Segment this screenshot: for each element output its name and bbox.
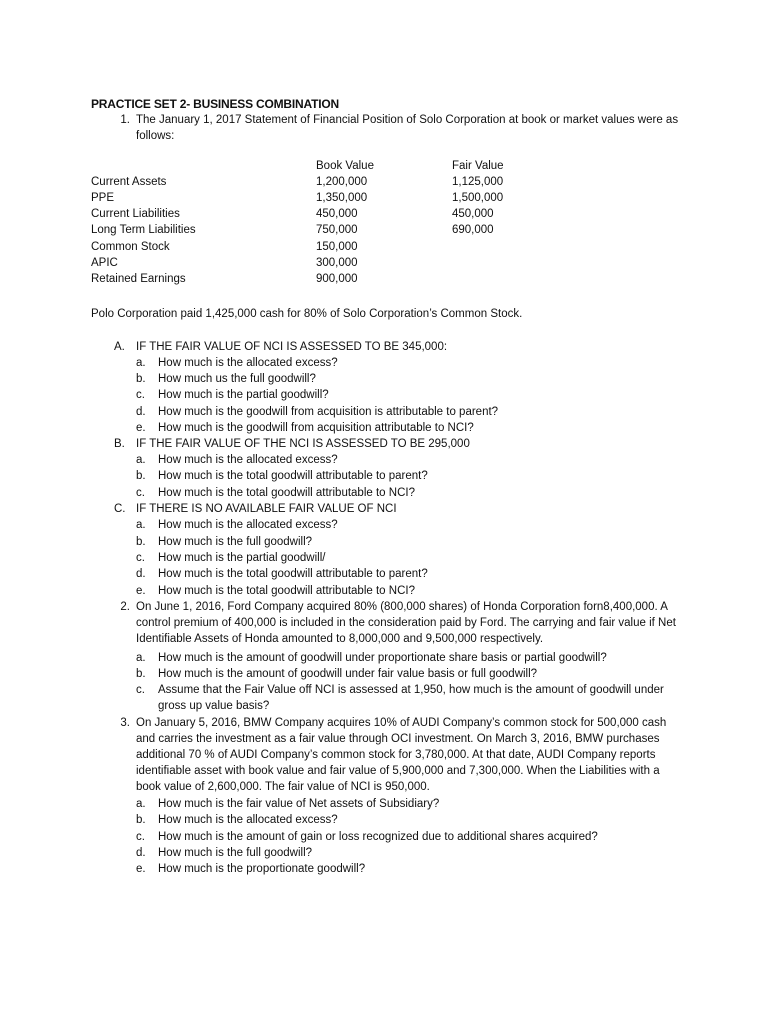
section-a-heading: IF THE FAIR VALUE OF NCI IS ASSESSED TO BE 345,000: [136,341,448,353]
list-item: How much is the total goodwill attributable to NCI? [158,585,415,597]
question-2-text: On June 1, 2016, Ford Company acquired 80% (800,000 shares) of Honda Corporation forn8,400,000. A control premium of 400,000 is included in the consideration paid by Ford. The carrying and fair value if Net Identifiable Assets of Honda amounted to 8,000,000 and 9,500,000 respectively. [136,601,676,645]
list-item-letter: a. [136,519,146,531]
row-book-value: 1,350,000 [316,192,368,204]
list-item: How much is the full goodwill? [158,536,313,548]
row-fair-value: 690,000 [452,224,494,236]
list-item-letter: d. [136,406,146,418]
list-item: How much is the goodwill from acquisition attributable to NCI? [158,422,474,434]
row-label: Current Liabilities [91,208,180,220]
list-item-letter: b. [136,814,146,826]
header-book-value: Book Value [316,160,374,172]
row-book-value: 450,000 [316,208,358,220]
list-item: How much is the allocated excess? [158,454,338,466]
list-item-letter: a. [136,454,146,466]
table-row [91,176,691,192]
row-label: APIC [91,257,118,269]
row-label: PPE [91,192,115,204]
list-item-letter: b. [136,373,146,385]
table-header-row [91,160,691,176]
section-c-heading: IF THERE IS NO AVAILABLE FAIR VALUE OF NCI [136,503,397,515]
table-row [91,224,691,240]
question-1-text: The January 1, 2017 Statement of Financial Position of Solo Corporation at book or market values were as follows: [136,114,679,142]
list-item: How much is the allocated excess? [158,519,338,531]
row-fair-value: 450,000 [452,208,494,220]
list-item: Assume that the Fair Value off NCI is assessed at 1,950, how much is the amount of goodwill under gross up value basis? [158,684,664,712]
list-item-letter: a. [136,798,146,810]
list-item: How much is the proportionate goodwill? [158,863,366,875]
list-item: How much is the amount of gain or loss recognized due to additional shares acquired? [158,831,598,843]
list-item-letter: e. [136,422,146,434]
row-label: Retained Earnings [91,273,186,285]
table-row [91,257,691,273]
list-item: How much is the amount of goodwill under fair value basis or full goodwill? [158,668,538,680]
list-item: How much is the partial goodwill? [158,389,329,401]
list-item: How much is the amount of goodwill under proportionate share basis or partial goodwill? [158,652,607,664]
list-item: How much is the allocated excess? [158,357,338,369]
row-book-value: 900,000 [316,273,358,285]
list-item-letter: e. [136,585,146,597]
list-item: How much is the total goodwill attributable to parent? [158,568,428,580]
list-item: How much is the partial goodwill/ [158,552,326,564]
question-3-number: 3. [120,717,130,729]
list-item: How much is the total goodwill attributable to NCI? [158,487,415,499]
question-3-text: On January 5, 2016, BMW Company acquires 10% of AUDI Company’s common stock for 500,000 cash and carries the investment as a fair value through OCI investment. On March 3, 2016, BMW purchases additional 70 % of AUDI Company’s common stock for 3,780,000. At that date, AUDI Company reports identifiable asset with book value and fair value of 5,900,000 and 7,300,000. When the Liabilities with a book value of 2,600,000. The fair value of NCI is 950,000. [136,717,667,793]
row-book-value: 750,000 [316,224,358,236]
question-2-number: 2. [120,601,130,613]
list-item-letter: c. [136,552,145,564]
section-a-letter: A. [114,341,125,353]
question-1-number: 1. [120,114,130,126]
row-book-value: 1,200,000 [316,176,368,188]
document-title: PRACTICE SET 2- BUSINESS COMBINATION [91,97,339,111]
row-book-value: 150,000 [316,241,358,253]
list-item: How much is the allocated excess? [158,814,338,826]
list-item-letter: b. [136,536,146,548]
row-label: Current Assets [91,176,167,188]
list-item-letter: c. [136,389,145,401]
table-row [91,192,691,208]
list-item-letter: c. [136,487,145,499]
list-item: How much us the full goodwill? [158,373,316,385]
list-item-letter: a. [136,652,146,664]
list-item: How much is the total goodwill attributable to parent? [158,470,428,482]
row-label: Long Term Liabilities [91,224,196,236]
table-row [91,273,691,289]
list-item-letter: c. [136,684,145,696]
row-fair-value: 1,125,000 [452,176,504,188]
section-b-heading: IF THE FAIR VALUE OF THE NCI IS ASSESSED TO BE 295,000 [136,438,470,450]
list-item-letter: d. [136,568,146,580]
list-item-letter: e. [136,863,146,875]
list-item: How much is the full goodwill? [158,847,313,859]
list-item-letter: b. [136,668,146,680]
row-label: Common Stock [91,241,170,253]
row-book-value: 300,000 [316,257,358,269]
table-row [91,208,691,224]
row-fair-value: 1,500,000 [452,192,504,204]
table-row [91,241,691,257]
header-fair-value: Fair Value [452,160,504,172]
section-b-letter: B. [114,438,125,450]
list-item-letter: c. [136,831,145,843]
section-c-letter: C. [114,503,126,515]
list-item-letter: d. [136,847,146,859]
list-item-letter: b. [136,470,146,482]
polo-payment-text: Polo Corporation paid 1,425,000 cash for 80% of Solo Corporation’s Common Stock. [91,308,523,320]
list-item: How much is the fair value of Net assets of Subsidiary? [158,798,440,810]
list-item-letter: a. [136,357,146,369]
list-item: How much is the goodwill from acquisition is attributable to parent? [158,406,499,418]
